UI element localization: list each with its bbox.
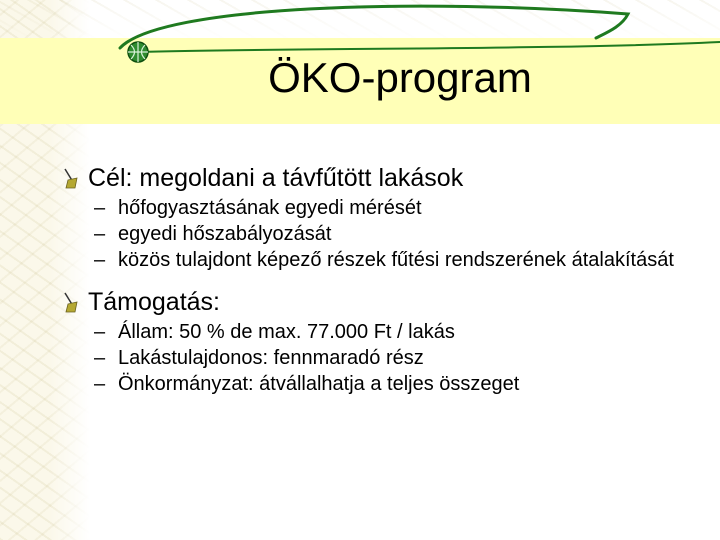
list-item — [62, 372, 702, 396]
support-sublist — [62, 320, 702, 396]
goal-sublist — [62, 196, 702, 272]
dash-marker: – — [94, 223, 106, 245]
list-item-text: közös tulajdont képező részek fűtési rendszerének átalakítását — [118, 249, 674, 271]
swoosh-line-bottom — [140, 42, 720, 52]
list-item-text: Önkormányzat: átvállalhatja a teljes összeget — [118, 373, 520, 395]
dash-marker: – — [94, 321, 106, 343]
bullet-support — [62, 284, 702, 320]
list-item — [62, 222, 702, 246]
list-item — [62, 346, 702, 370]
dash-marker: – — [94, 373, 106, 395]
list-item-text: egyedi hőszabályozását — [118, 223, 332, 245]
list-item-text: hőfogyasztásának egyedi mérését — [118, 197, 422, 219]
bullet-goal-text: Cél: megoldani a távfűtött lakások — [88, 164, 464, 192]
bullet-support-text: Támogatás: — [88, 288, 221, 316]
dash-marker: – — [94, 347, 106, 369]
list-item — [62, 320, 702, 344]
list-item — [62, 196, 702, 220]
slide-title: ÖKO-program — [268, 54, 532, 101]
swoosh-line — [120, 6, 628, 48]
list-item-text: Állam: 50 % de max. 77.000 Ft / lakás — [118, 321, 455, 343]
list-item — [62, 248, 702, 272]
content — [62, 160, 702, 408]
list-item-text: Lakástulajdonos: fennmaradó rész — [118, 347, 424, 369]
dash-marker: – — [94, 249, 106, 271]
bullet-goal — [62, 160, 702, 196]
bullet-pen-icon — [62, 292, 80, 314]
dash-marker: – — [94, 197, 106, 219]
bullet-pen-icon — [62, 168, 80, 190]
